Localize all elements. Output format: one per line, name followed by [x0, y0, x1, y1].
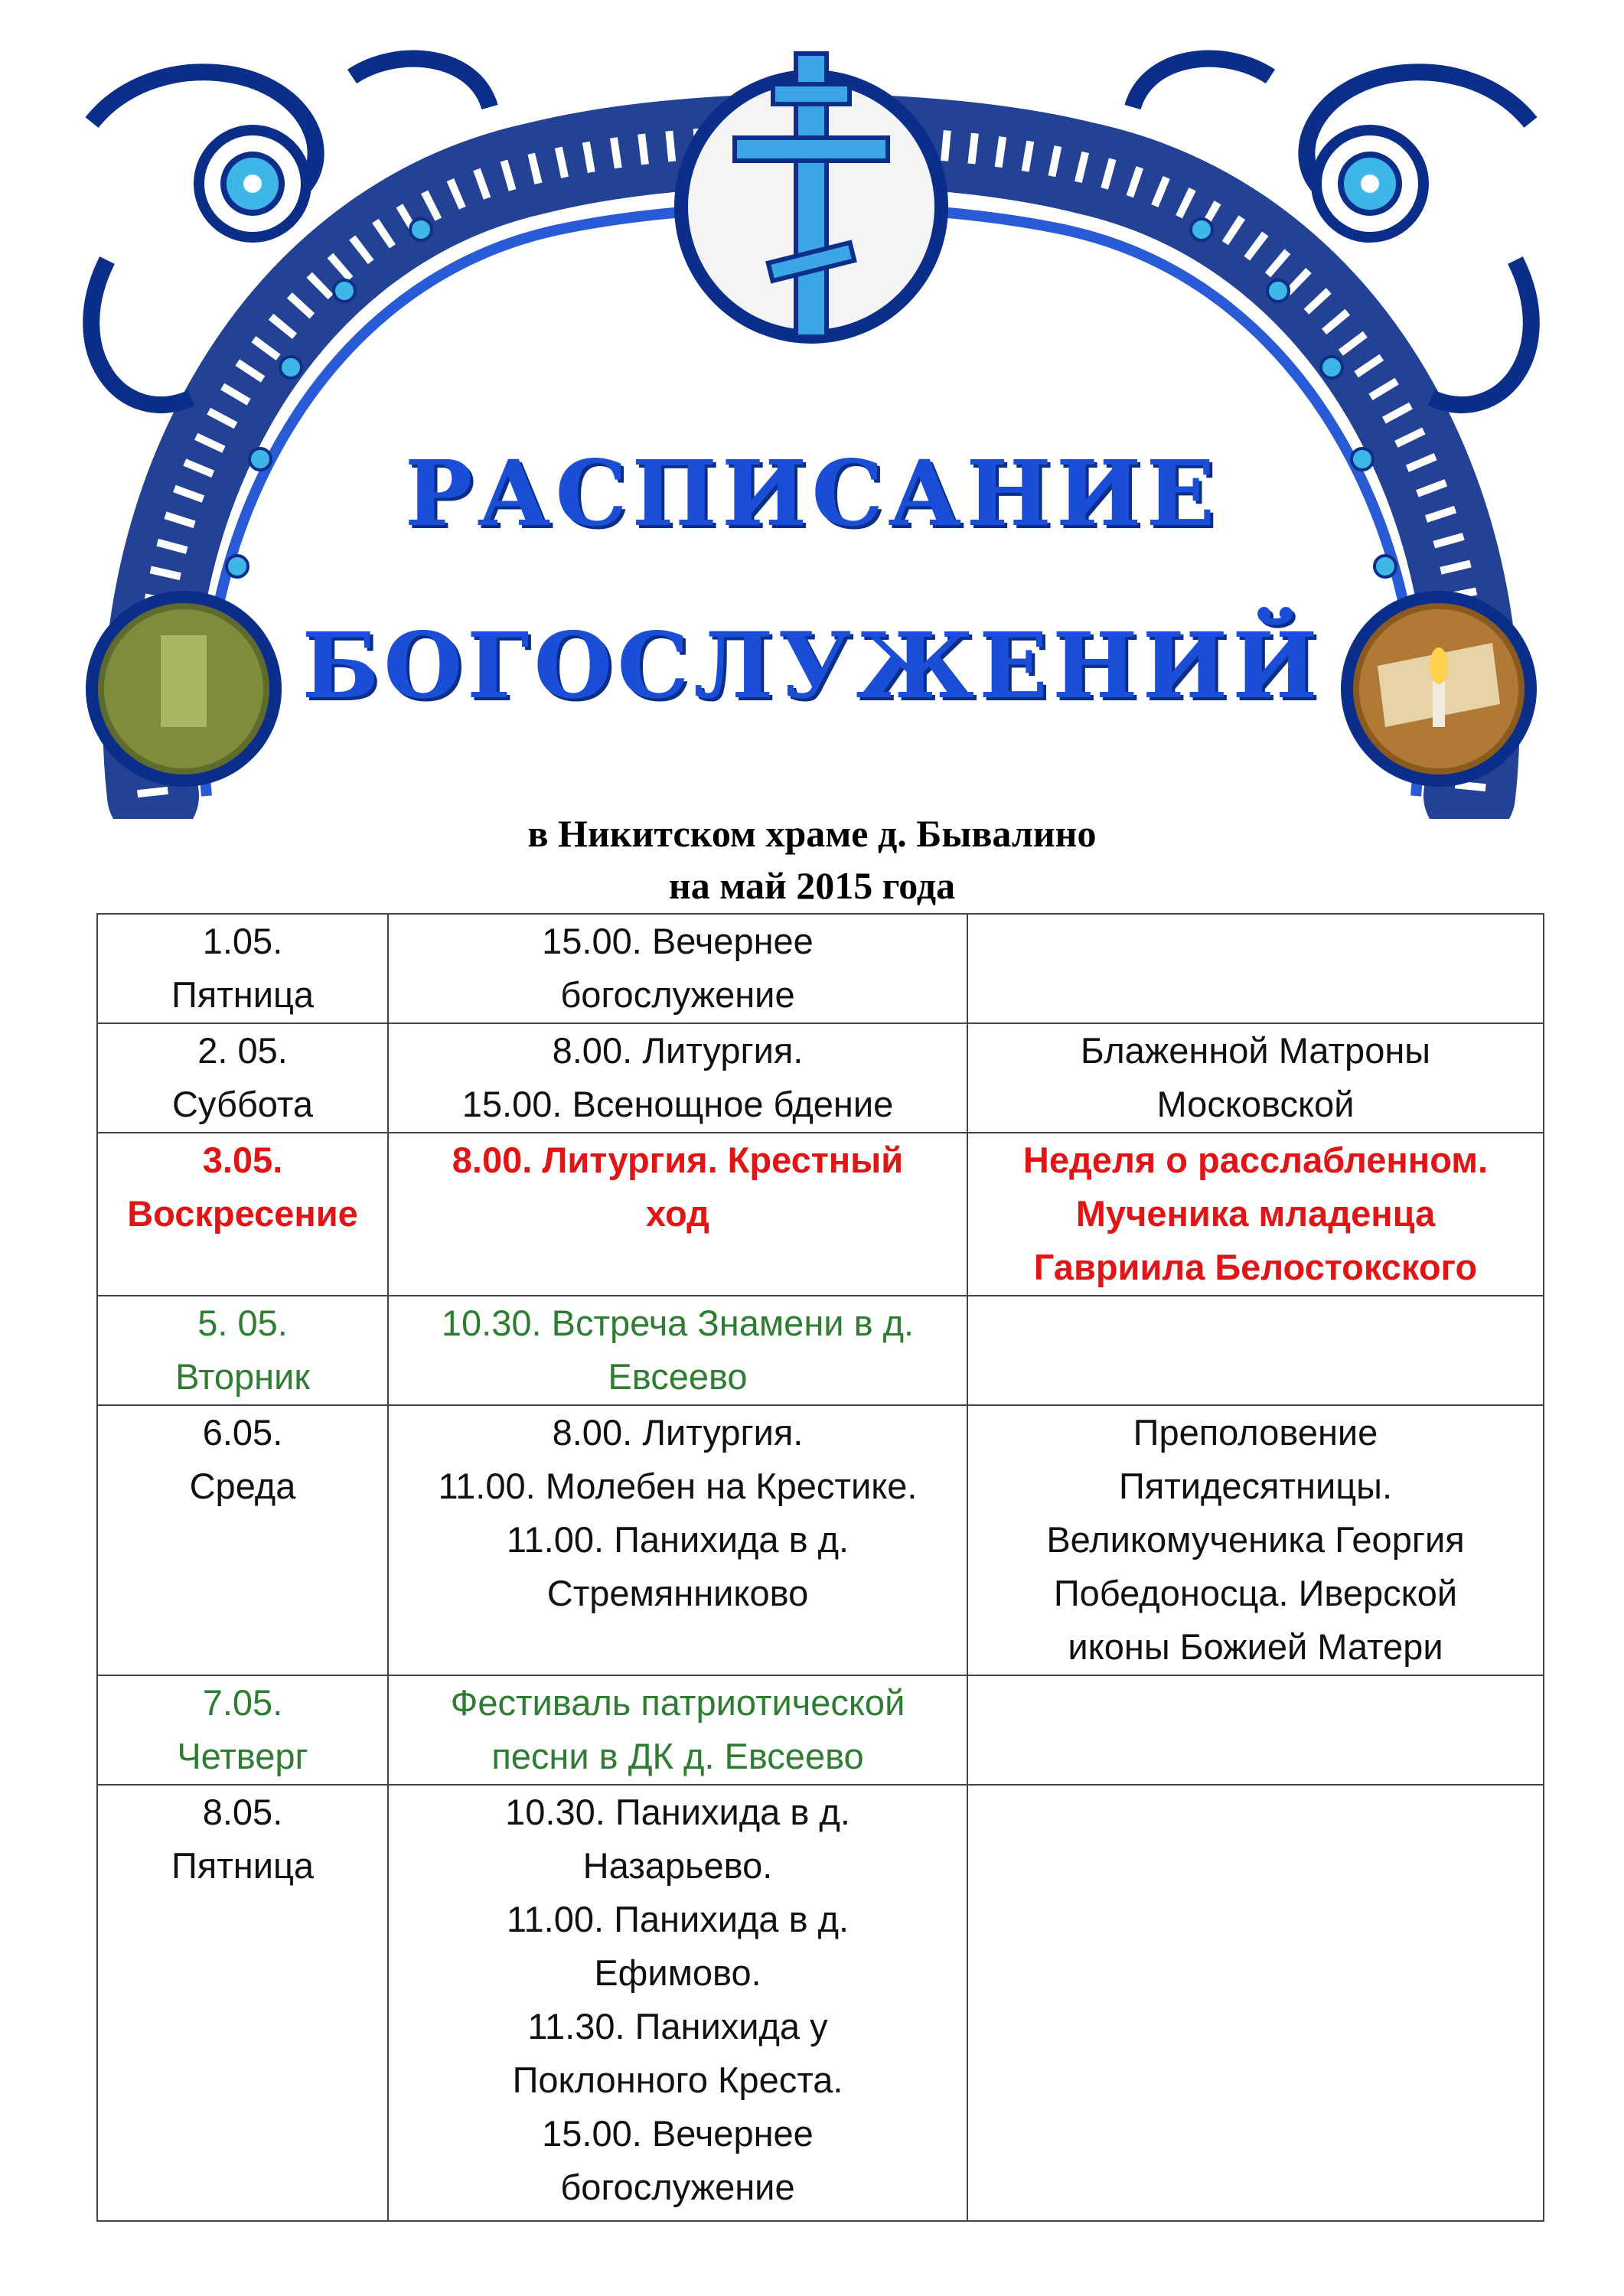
date-text: 1.05. — [202, 921, 283, 961]
date-text: 3.05. — [202, 1140, 283, 1180]
table-row — [97, 1296, 1544, 1405]
events-cell — [388, 1675, 967, 1785]
feast-cell — [967, 1296, 1544, 1405]
weekday-text: Вторник — [175, 1356, 310, 1397]
event-line: Назарьево. — [582, 1845, 773, 1886]
events-cell — [388, 1785, 967, 2221]
event-line: 8.00. Литургия. — [552, 1030, 804, 1071]
feast-line: Великомученика Георгия — [1046, 1519, 1465, 1560]
feast-cell — [967, 914, 1544, 1023]
month-subtitle: на май 2015 года — [668, 864, 956, 907]
feast-cell — [967, 1023, 1544, 1133]
table-row — [97, 1023, 1544, 1133]
feast-line: Неделя о расслабленном. — [1022, 1140, 1489, 1180]
date-cell — [97, 1405, 388, 1675]
event-line: 15.00. Вечернее — [542, 2113, 814, 2154]
feast-line: иконы Божией Матери — [1068, 1626, 1443, 1667]
events-cell — [388, 1023, 967, 1133]
table-row — [97, 1785, 1544, 2221]
date-cell — [97, 1675, 388, 1785]
schedule-table — [96, 913, 1544, 2222]
event-line: Поклонного Креста. — [512, 2060, 843, 2100]
event-line: 8.00. Литургия. Крестный — [452, 1140, 904, 1180]
event-line: Ефимово. — [594, 1952, 761, 1993]
right-rosette-icon — [1316, 130, 1423, 237]
church-subtitle: в Никитском храме д. Бывалино — [527, 812, 1097, 855]
event-line: Фестиваль патриотической — [450, 1682, 905, 1723]
schedule-title-line1: РАСПИСАНИЕ — [404, 440, 1220, 546]
date-text: 8.05. — [202, 1792, 283, 1832]
feast-cell — [967, 1405, 1544, 1675]
table-row — [97, 914, 1544, 1023]
schedule-title-line2: БОГОСЛУЖЕНИЙ — [302, 612, 1322, 719]
date-text: 7.05. — [202, 1682, 283, 1723]
feast-line: Преполовение — [1133, 1412, 1378, 1453]
feast-line: Мученика младенца — [1075, 1193, 1436, 1234]
feast-line: Гавриила Белостокского — [1033, 1247, 1478, 1287]
event-line: богослужение — [560, 2167, 795, 2207]
table-row — [97, 1675, 1544, 1785]
left-rosette-icon — [199, 130, 306, 237]
weekday-text: Воскресение — [127, 1193, 358, 1234]
event-line: ход — [646, 1193, 709, 1234]
date-text: 5. 05. — [197, 1303, 288, 1343]
event-line: Стремянниково — [546, 1573, 809, 1613]
weekday-text: Пятница — [171, 974, 315, 1015]
weekday-text: Среда — [189, 1466, 296, 1506]
event-line: 8.00. Литургия. — [552, 1412, 804, 1453]
event-line: 11.00. Панихида в д. — [506, 1899, 850, 1939]
events-cell — [388, 1133, 967, 1296]
feast-line: Московской — [1156, 1084, 1355, 1124]
date-cell — [97, 914, 388, 1023]
date-text: 2. 05. — [197, 1030, 288, 1071]
table-row — [97, 1133, 1544, 1296]
weekday-text: Суббота — [171, 1084, 314, 1124]
feast-line: Победоносца. Иверской — [1053, 1573, 1458, 1613]
event-line: богослужение — [560, 974, 795, 1015]
events-cell — [388, 914, 967, 1023]
date-cell — [97, 1785, 388, 2221]
weekday-text: Пятница — [171, 1845, 315, 1886]
date-cell — [97, 1023, 388, 1133]
event-line: 15.00. Вечернее — [542, 921, 814, 961]
event-line: 10.30. Панихида в д. — [505, 1792, 850, 1832]
feast-cell — [967, 1133, 1544, 1296]
event-line: песни в ДК д. Евсеево — [491, 1736, 864, 1776]
date-cell — [97, 1133, 388, 1296]
events-cell — [388, 1405, 967, 1675]
weekday-text: Четверг — [177, 1736, 308, 1776]
feast-cell — [967, 1785, 1544, 2221]
event-line: 11.00. Молебен на Крестике. — [438, 1466, 918, 1506]
event-line: Евсеево — [608, 1356, 748, 1397]
event-line: 15.00. Всенощное бдение — [461, 1084, 894, 1124]
event-line: 11.00. Панихида в д. — [506, 1519, 850, 1560]
feast-line: Пятидесятницы. — [1118, 1466, 1393, 1506]
date-text: 6.05. — [202, 1412, 283, 1453]
event-line: 11.30. Панихида у — [527, 2006, 828, 2047]
events-cell — [388, 1296, 967, 1405]
feast-cell — [967, 1675, 1544, 1785]
feast-line: Блаженной Матроны — [1080, 1030, 1431, 1071]
table-row — [97, 1405, 1544, 1675]
date-cell — [97, 1296, 388, 1405]
event-line: 10.30. Встреча Знамени в д. — [441, 1303, 915, 1343]
